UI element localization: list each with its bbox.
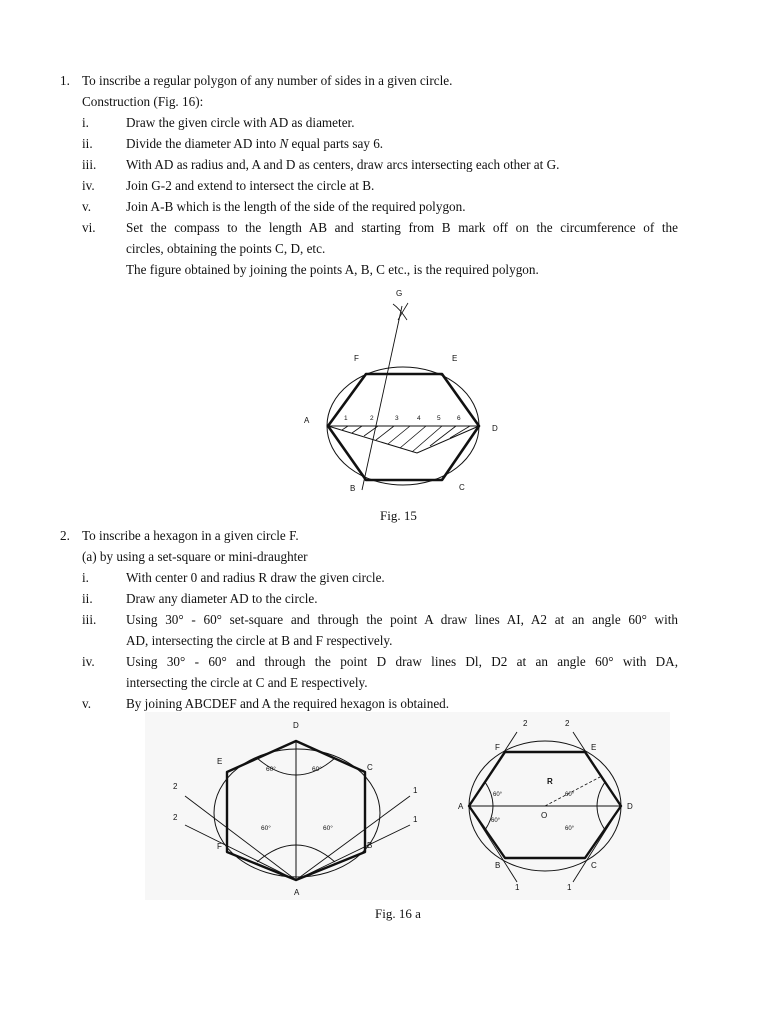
label-f: F [217,842,222,851]
label-b: B [367,841,373,850]
division-6: 6 [457,415,461,422]
label-2-upper: 2 [173,782,178,791]
step-number: iii. [82,157,97,172]
arc-from-a [398,303,408,320]
label-d: D [627,802,633,811]
label-1-right: 1 [567,883,572,892]
label-f: F [495,743,500,752]
angle-label: 60° [312,766,322,773]
step-text: Using 30° - 60° set-square and through the point A draw lines AI, A2 at an angle 60° with [126,612,678,627]
division-3: 3 [395,415,399,422]
step-text: With AD as radius and, A and D as centers, draw arcs intersecting each other at G. [126,157,560,172]
label-2-left: 2 [523,719,528,728]
fig15-diagram [290,285,520,500]
label-o: O [541,811,548,820]
angle-label: 60° [493,792,503,798]
section1-title: To inscribe a regular polygon of any number of sides in a given circle. [82,73,453,88]
construction-line-g2 [362,306,402,490]
label-a: A [294,888,300,897]
step-number: iii. [82,612,97,627]
label-d: D [293,721,299,730]
hatch-lines [342,426,470,452]
step-number: ii. [82,591,93,606]
section1-conclusion: The figure obtained by joining the points A, B, C etc., is the required polygon. [126,262,539,277]
label-r: R [547,777,553,786]
section2-number: 2. [60,528,70,543]
label-a: A [304,416,310,425]
step-continuation: intersecting the circle at C and E respectively. [126,675,368,690]
section2-title: To inscribe a hexagon in a given circle F. [82,528,299,543]
step-number: iv. [82,654,95,669]
angle-label: 60° [323,825,333,832]
fig16-left-diagram [145,712,455,900]
step-continuation: circles, obtaining the points C, D, etc. [126,241,326,256]
step-text: By joining ABCDEF and A the required hexagon is obtained. [126,696,450,711]
label-c: C [591,861,597,870]
label-c: C [459,483,465,492]
step-text: Set the compass to the length AB and starting from B mark off on the circumference of the [126,220,678,235]
label-c: C [367,763,373,772]
division-2: 2 [370,415,374,422]
step-text: Divide the diameter AD into N equal parts say 6. [126,136,384,151]
hatched-triangle [328,426,479,453]
label-e: E [217,757,223,766]
label-f: F [354,354,359,363]
label-2-lower: 2 [173,813,178,822]
label-a: A [458,802,464,811]
division-4: 4 [417,415,421,422]
label-1-upper: 1 [413,786,418,795]
division-5: 5 [437,415,441,422]
angle-label: 60° [565,826,575,832]
label-e: E [591,743,597,752]
label-g: G [396,289,403,298]
angle-label: 60° [491,818,501,824]
label-1-left: 1 [515,883,520,892]
section1-number: 1. [60,73,70,88]
step-text: Using 30° - 60° and through the point D draw lines Dl, D2 at an angle 60° with DA, [126,654,678,669]
step-number: vi. [82,220,96,235]
label-e: E [452,354,458,363]
label-d: D [492,424,498,433]
step-number: v. [82,199,92,214]
division-1: 1 [344,415,348,422]
step-text: Join G-2 and extend to intersect the circle at B. [126,178,375,193]
label-1-lower: 1 [413,815,418,824]
step-continuation: AD, intersecting the circle at B and F respectively. [126,633,393,648]
angle-label: 60° [266,766,276,773]
fig15-caption: Fig. 15 [380,508,417,523]
section2-subtitle: (a) by using a set-square or mini-draughter [82,549,308,564]
section1-construction-heading: Construction (Fig. 16): [82,94,204,109]
step-number: iv. [82,178,95,193]
label-2-right: 2 [565,719,570,728]
fig16-caption: Fig. 16 a [375,906,421,921]
label-b: B [350,484,356,493]
step-number: v. [82,696,92,711]
fig16-right-diagram [455,712,670,900]
arc-from-d [393,304,407,320]
hexagon [328,374,479,480]
step-number: i. [82,115,89,130]
label-b: B [495,861,501,870]
step-text: Draw the given circle with AD as diameter. [126,115,355,130]
angle-label: 60° [261,825,271,832]
step-number: i. [82,570,89,585]
step-text: Draw any diameter AD to the circle. [126,591,318,606]
angle-label: 60° [565,792,575,798]
step-number: ii. [82,136,93,151]
step-text: Join A-B which is the length of the side of the required polygon. [126,199,466,214]
step-text: With center 0 and radius R draw the given circle. [126,570,385,585]
